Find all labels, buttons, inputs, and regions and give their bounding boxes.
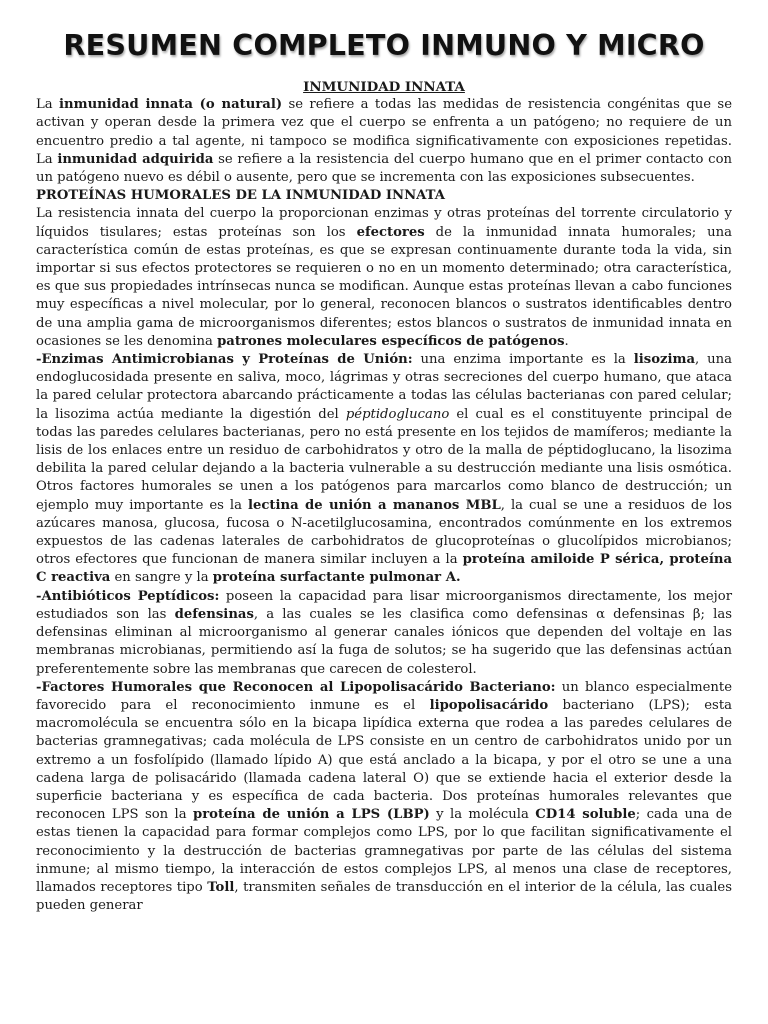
term-acquired-immunity: inmunidad adquirida xyxy=(57,151,214,167)
term-lbp: proteína de unión a LPS (LBP) xyxy=(193,807,430,823)
term-innate-immunity: inmunidad innata (o natural) xyxy=(59,97,283,113)
text: La resistencia innata del cuerpo la proporcionan enzimas y otras proteínas del torrente circulatorio y líquidos tisulares; estas proteínas son los xyxy=(36,206,732,240)
text: una enzima importante es la xyxy=(412,352,634,368)
lps-paragraph xyxy=(36,679,732,916)
antibiotics-heading: -Antibióticos Peptídicos: xyxy=(36,588,220,604)
lps-heading: -Factores Humorales que Reconocen al Lipopolisacárido Bacteriano: xyxy=(36,679,556,695)
text: ; cada una de estas tienen la capacidad para formar complejos como LPS, por lo que facilitan significativamente el reconocimiento y la destrucción de bacterias gramnegativas por parte de las células del sistema inmune; al mismo tiempo, la interacción de estos complejos LPS, al menos una clase de receptores, llamados receptores tipo xyxy=(36,807,732,895)
text: La xyxy=(36,97,60,113)
term-cd14: CD14 soluble xyxy=(535,807,636,823)
text: el cual es el constituyente principal de todas las paredes celulares bacterianas, pero no está presente en los tejidos de mamíferos; mediante la lisis de los enlaces entre un residuo de carbohidratos y otro de la malla de péptidoglucano, la lisozima debilita la pared celular dejando a la bacteria vulnerable a su destrucción mediante una lisis osmótica. Otros factores humorales se unen a los patógenos para marcarlos como blanco de destrucción; un ejemplo muy importante es la xyxy=(36,406,732,513)
section-title: INMUNIDAD INNATA xyxy=(303,79,465,95)
term-surfactant-a: proteína surfactante pulmonar A. xyxy=(212,570,461,586)
text: , la cual se une a residuos de los azúcares manosa, glucosa, fucosa o N-acetilglucosamina, encontrados comúnmente en los extremos expuestos de las cadenas laterales de carbohidratos de glucoproteínas o glucolípidos microbianos; otros efectores que funcionan de manera similar incluyen a la xyxy=(36,497,732,568)
term-mbl: lectina de unión a mananos MBL xyxy=(248,497,501,513)
term-defensins: defensinas xyxy=(174,606,254,622)
term-lysozyme: lisozima xyxy=(633,352,695,368)
term-peptidoglycan: péptidoglucano xyxy=(345,406,450,422)
text: se refiere a todas las medidas de resistencia congénitas que se activan y operan desde la primera vez que el cuerpo se enfrenta a un patógeno; no requiere de un encuentro predio a tal agente, ni tampoco se modifica significativamente con exposiciones repetidas. La xyxy=(36,97,733,167)
humoral-proteins-heading: PROTEÍNAS HUMORALES DE LA INMUNIDAD INNATA xyxy=(36,188,445,204)
term-amyloid-crp: proteína amiloide P sérica, proteína C reactiva xyxy=(36,552,732,586)
enzymes-heading: -Enzimas Antimicrobianas y Proteínas de Unión: xyxy=(36,352,413,368)
text: de la inmunidad innata humorales; una característica común de estas proteínas, es que se expresan continuamente durante toda la vida, sin importar si sus efectos protectores se requieren o no en un momento determinado; otra característica, es que sus propiedades intrínsecas nunca se modifican. Aunque estas proteínas llevan a cabo funciones muy específicas a nivel molecular, por lo general, reconocen blancos o sustratos identificables dentro de una amplia gama de microorganismos diferentes; estos blancos o sustratos de inmunidad innata en ocasiones se les denomina xyxy=(36,224,732,349)
term-toll: Toll xyxy=(207,879,235,895)
text: , a las cuales se les clasifica como defensinas α defensinas β; las defensinas eliminan al microorganismo al generar canales iónicos que dependen del voltaje en las membranas microbianas, permitiendo así la fuga de solutos; se ha sugerido que las defensinas actúan preferentemente sobre las membranas que carecen de colesterol. xyxy=(36,606,732,677)
text: bacteriano (LPS); esta macromolécula se encuentra sólo en la bicapa lipídica externa que rodea a las paredes celulares de bacterias gramnegativas; cada molécula de LPS consiste en un centro de carbohidratos unido por un extremo a un fosfolípido (llamado lípido A) que está anclado a la bicapa, y por el otro se une a una cadena larga de polisacárido (llamada cadena lateral O) que se extiende hacia el exterior desde la superficie bacteriana y es específica de cada bacteria. Dos proteínas humorales relevantes que reconocen LPS son la xyxy=(36,697,732,823)
antibiotics-paragraph xyxy=(36,588,732,679)
intro-paragraph xyxy=(36,96,732,187)
humoral-paragraph xyxy=(36,205,732,351)
enzymes-paragraph xyxy=(36,351,732,588)
text: en sangre y la xyxy=(110,570,213,586)
text: y la molécula xyxy=(429,807,536,823)
text: un blanco especialmente favorecido para el reconocimiento inmune es el xyxy=(36,679,732,713)
term-pathogen-patterns: patrones moleculares específicos de patógenos xyxy=(217,333,565,349)
term-lps: lipopolisacárido xyxy=(429,697,549,713)
text: , una endoglucosidada presente en saliva, moco, lágrimas y otras secreciones del cuerpo humano, que ataca la pared celular protectora abarcando prácticamente a todas las células bacterianas con pared celular; la lisozima actúa mediante la digestión del xyxy=(36,352,732,422)
term-effectors: efectores xyxy=(356,224,425,240)
text: se refiere a la resistencia del cuerpo humano que en el primer contacto con un patógeno nuevo es débil o ausente, pero que se incrementa con las exposiciones subsecuentes. xyxy=(36,151,733,186)
text: . xyxy=(564,333,569,349)
text: , transmiten señales de transducción en el interior de la célula, las cuales pueden generar xyxy=(36,879,732,914)
document-title: RESUMEN COMPLETO INMUNO Y MICRO xyxy=(63,28,705,62)
text: poseen la capacidad para lisar microorganismos directamente, los mejor estudiados son las xyxy=(36,588,732,622)
